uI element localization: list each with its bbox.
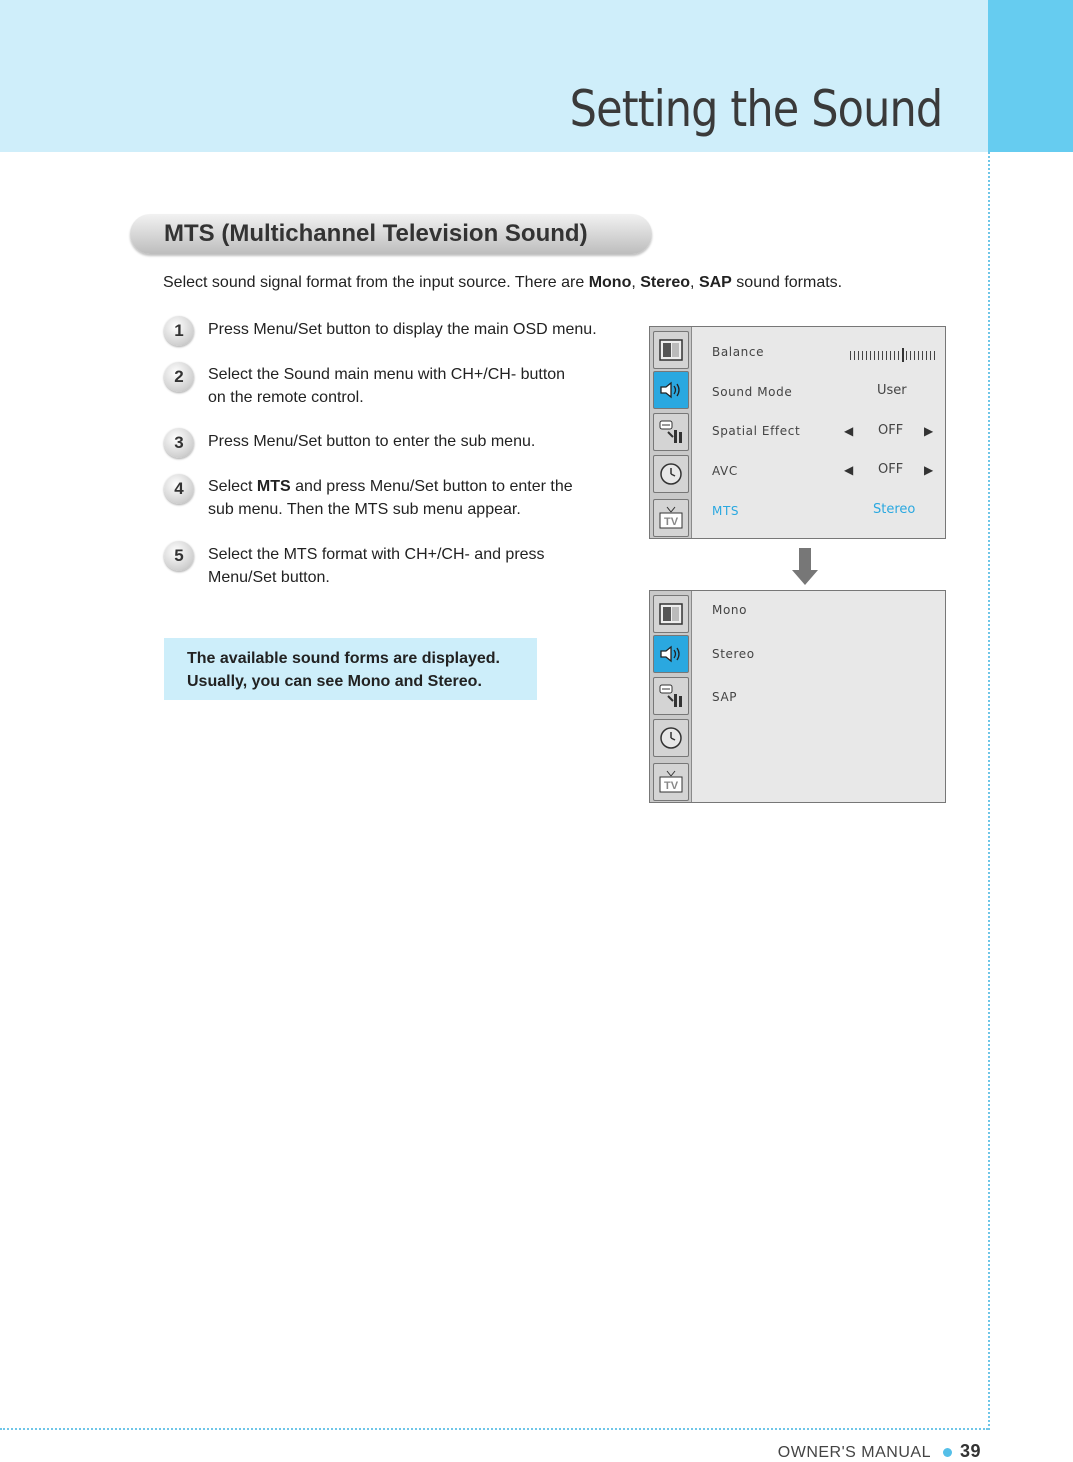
mts-option-stereo[interactable]: Stereo — [712, 647, 755, 661]
picture-icon[interactable] — [653, 331, 689, 369]
osd-label-avc: AVC — [712, 464, 738, 478]
step-number-1: 1 — [164, 316, 194, 346]
step-line: on the remote control. — [208, 389, 364, 406]
step-text-5 — [208, 543, 545, 589]
down-arrow-icon — [792, 548, 818, 586]
tv-icon[interactable] — [653, 499, 689, 537]
step-line: and press Menu/Set button to enter the — [290, 478, 573, 495]
intro-sap: SAP — [698, 274, 732, 291]
step-line: Press Menu/Set button to enter the sub menu. — [208, 433, 536, 450]
mts-option-mono[interactable]: Mono — [712, 603, 748, 617]
tv-icon-text: TV — [663, 516, 679, 528]
header-tab — [988, 0, 1073, 152]
step-bold-mts: MTS — [256, 478, 291, 495]
osd-sidebar — [650, 591, 692, 802]
tv-icon[interactable] — [653, 763, 689, 801]
step-text-4 — [208, 475, 573, 521]
osd-main-menu — [649, 326, 946, 539]
page-number: 39 — [959, 1441, 981, 1461]
page-border-right — [988, 152, 990, 1430]
osd-sidebar — [650, 327, 692, 538]
step-line: Menu/Set button. — [208, 569, 330, 586]
footer — [778, 1441, 981, 1462]
left-arrow-icon[interactable]: ◀ — [844, 424, 854, 438]
step-text-3 — [208, 430, 535, 453]
intro-sep: , — [631, 274, 641, 291]
note-line: The available sound forms are displayed. — [187, 650, 500, 667]
section-heading: MTS (Multichannel Television Sound) — [130, 214, 652, 254]
osd-label-mts: MTS — [712, 504, 740, 518]
tools-icon[interactable] — [653, 677, 689, 715]
mts-option-sap[interactable]: SAP — [712, 690, 738, 704]
step-number-2: 2 — [164, 362, 194, 392]
step-line: Press Menu/Set button to display the main OSD menu. — [208, 321, 597, 338]
right-arrow-icon[interactable]: ▶ — [924, 463, 934, 477]
clock-icon[interactable] — [653, 455, 689, 493]
intro-text — [163, 274, 842, 292]
osd-mts-submenu — [649, 590, 946, 803]
note-line: Usually, you can see Mono and Stereo. — [187, 673, 482, 690]
speaker-icon[interactable] — [653, 635, 689, 673]
osd-label-spatial-effect: Spatial Effect — [712, 424, 801, 438]
note-box — [164, 638, 537, 700]
step-text-1 — [208, 318, 597, 341]
osd-value-spatial-effect[interactable]: OFF — [878, 423, 904, 438]
step-number-3: 3 — [164, 428, 194, 458]
bullet-dot-icon — [943, 1448, 952, 1457]
osd-label-balance: Balance — [712, 345, 765, 359]
footer-label: OWNER'S MANUAL — [777, 1444, 931, 1461]
page-title: Setting the Sound — [569, 80, 942, 138]
step-line: Select — [208, 478, 257, 495]
clock-icon[interactable] — [653, 719, 689, 757]
left-arrow-icon[interactable]: ◀ — [844, 463, 854, 477]
osd-value-avc[interactable]: OFF — [878, 462, 904, 477]
intro-stereo: Stereo — [640, 274, 691, 291]
balance-slider[interactable] — [850, 351, 936, 360]
osd-value-sound-mode[interactable]: User — [877, 383, 907, 398]
speaker-icon[interactable] — [653, 371, 689, 409]
step-line: Select the Sound main menu with CH+/CH- button — [208, 366, 566, 383]
osd-value-mts[interactable]: Stereo — [873, 502, 916, 517]
step-line: Select the MTS format with CH+/CH- and press — [208, 546, 545, 563]
right-arrow-icon[interactable]: ▶ — [924, 424, 934, 438]
step-number-5: 5 — [164, 541, 194, 571]
intro-mono: Mono — [588, 274, 632, 291]
page-border-bottom — [0, 1428, 988, 1430]
osd-label-sound-mode: Sound Mode — [712, 385, 793, 399]
tools-icon[interactable] — [653, 413, 689, 451]
step-text-2 — [208, 363, 565, 409]
intro-sep: , — [690, 274, 699, 291]
intro-suffix: sound formats. — [731, 274, 843, 291]
tv-icon-text: TV — [663, 780, 679, 792]
intro-prefix: Select sound signal format from the input source. There are — [163, 274, 589, 291]
picture-icon[interactable] — [653, 595, 689, 633]
step-line: sub menu. Then the MTS sub menu appear. — [208, 501, 521, 518]
step-number-4: 4 — [164, 474, 194, 504]
balance-slider-center — [902, 348, 904, 362]
